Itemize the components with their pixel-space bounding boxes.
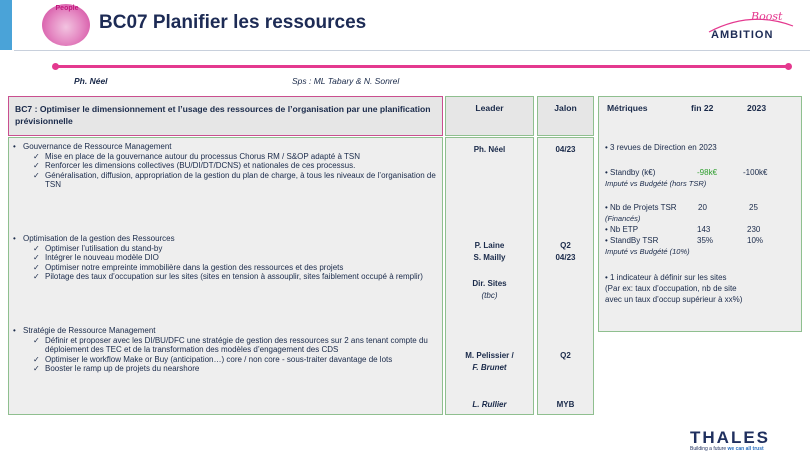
section-governance: • Gouvernance de Ressource Management ✓ Mise en place de la gouvernance autour du processus Chorus RM / S&OP adapté à TSN ✓ Renforcer les dimensions collectives (BU/DI/DT/DCNS) et nationales de ces processus. ✓ Généralisation, diffusion, appropriation de la gestion du plan de charge, à tous les niveaux de l’organisation de TSN xyxy=(13,142,436,189)
check-icon: ✓ xyxy=(33,262,40,272)
metric-nbprojets-2023: 25 xyxy=(749,203,758,212)
metric-standbytsr-label: • StandBy TSR xyxy=(605,236,659,245)
metric-nbetp-label: • Nb ETP xyxy=(605,225,639,234)
jalon-cell: 04/23 xyxy=(555,253,576,262)
leader-cell: S. Mailly xyxy=(473,253,506,262)
leader-cell: F. Brunet xyxy=(472,363,507,372)
metric-nbetp-2023: 230 xyxy=(747,225,761,234)
list-item: Optimiser le workflow Make or Buy (anticipation…) core / non core - sous-traiter davantage de lots xyxy=(45,354,393,364)
thales-logo: THALES xyxy=(690,428,770,447)
leader-cell: L. Rullier xyxy=(472,400,507,409)
leader-cell: Ph. Néel xyxy=(473,145,506,154)
metric-standbytsr-fin22: 35% xyxy=(697,236,714,245)
metric-standby-fin22: -98k€ xyxy=(697,168,718,177)
section-optimisation: • Optimisation de la gestion des Ressources ✓ Optimiser l’utilisation du stand-by ✓ Intégrer le nouveau modèle DIO ✓ Optimiser notre empreinte immobilière dans la gestion des ressources et des projets ✓ Pilotage des taux d’occupation sur les sites (sites en tension à assouplir, sites faiblement occupé à remplir) xyxy=(13,234,423,281)
metric-nbprojets-note: (Financés) xyxy=(605,214,641,223)
metrics-panel xyxy=(598,96,802,332)
page-title: BC07 Planifier les ressources xyxy=(99,12,367,33)
list-item: Optimiser notre empreinte immobilière dans la gestion des ressources et des projets xyxy=(45,262,344,272)
list-item: Mise en place de la gouvernance autour du processus Chorus RM / S&OP adapté à TSN xyxy=(45,151,360,161)
jalon-cell: Q2 xyxy=(560,351,571,360)
list-item: Booster le ramp up de projets du nearshore xyxy=(45,364,200,373)
pink-separator-dot-left xyxy=(52,63,59,70)
leader-cell: M. Pelissier / xyxy=(465,351,514,360)
check-icon: ✓ xyxy=(33,335,40,345)
thales-tagline-a: Building a future xyxy=(690,446,728,452)
check-icon: ✓ xyxy=(33,170,40,180)
jalon-cell: 04/23 xyxy=(555,145,576,154)
owner-name: Ph. Néel xyxy=(74,76,108,86)
metric-standbytsr-note: Imputé vs Budgété (10%) xyxy=(605,247,690,256)
leader-body xyxy=(445,137,534,415)
leader-cell: Dir. Sites xyxy=(472,279,507,288)
metric-standbytsr-2023: 10% xyxy=(747,236,764,245)
metrics-col-2023: 2023 xyxy=(747,103,767,113)
jalon-cell: Q2 xyxy=(560,241,571,250)
metric-nbetp-fin22: 143 xyxy=(697,225,711,234)
boost-logo-bottom: AMBITION xyxy=(711,29,774,41)
metric-nbprojets-label: • Nb de Projets TSR xyxy=(605,203,677,212)
section-title: Optimisation de la gestion des Ressources xyxy=(23,234,175,243)
metric-revues: • 3 revues de Direction en 2023 xyxy=(605,143,717,152)
list-item: Définir et proposer avec les DI/BU/DFC une stratégie de gestion des ressources sur 2 ans tenant compte du déploiement des TEC et de la transformation des modèles d’engagement des CDS xyxy=(45,335,428,354)
metric-standby-2023: -100k€ xyxy=(743,168,768,177)
metric-indicateur-line1: • 1 indicateur à définir sur les sites xyxy=(605,273,727,282)
check-icon: ✓ xyxy=(33,253,40,262)
thales-tagline xyxy=(690,446,764,452)
metric-indicateur-line2: (Par ex: taux d’occupation, nb de site xyxy=(605,284,737,293)
list-item: Optimiser l’utilisation du stand-by xyxy=(45,243,163,253)
people-logo-text: People xyxy=(55,5,79,12)
check-icon: ✓ xyxy=(33,364,40,373)
metric-indicateur-line3: avec un taux d’occup supérieur à xx%) xyxy=(605,295,743,304)
metric-standby-label: • Standby (k€) xyxy=(605,168,656,177)
section-strategie: • Stratégie de Ressource Management ✓ Définir et proposer avec les DI/BU/DFC une stratégie de gestion des ressources sur 2 ans tenant compte du déploiement des TEC et de la transformation des modèles d’engagement des CDS ✓ Optimiser le workflow Make or Buy (anticipation…) core / non core - sous-traiter davantage de lots ✓ Booster le ramp up de projets du nearshore xyxy=(13,326,428,373)
check-icon: ✓ xyxy=(33,161,40,170)
pink-separator xyxy=(54,65,790,68)
jalon-cell: MYB xyxy=(556,400,575,409)
list-item: Pilotage des taux d’occupation sur les sites (sites en tension à assouplir, sites faiblement occupé à remplir) xyxy=(45,272,423,281)
sponsors: Sps : ML Tabary & N. Sonrel xyxy=(292,76,400,86)
list-item: Renforcer les dimensions collectives (BU/DI/DT/DCNS) et nationales de ces processus. xyxy=(45,161,356,170)
jalon-header: Jalon xyxy=(537,96,594,136)
metric-standby-note: Imputé vs Budgété (hors TSR) xyxy=(605,179,707,188)
check-icon: ✓ xyxy=(33,272,40,281)
boost-ambition-logo xyxy=(705,6,797,46)
left-accent-bar xyxy=(0,0,12,50)
boost-logo-top: Boost xyxy=(751,10,783,23)
list-item: Généralisation, diffusion, appropriation de la gestion du plan de charge, à tous les niveaux de l’organisation de TSN xyxy=(45,170,436,189)
metric-nbprojets-fin22: 20 xyxy=(698,203,707,212)
jalon-body xyxy=(537,137,594,415)
check-icon: ✓ xyxy=(33,243,40,253)
thales-tagline-b: we can all trust xyxy=(727,446,764,452)
metrics-col-fin22: fin 22 xyxy=(691,103,714,113)
section-title: Stratégie de Ressource Management xyxy=(23,326,156,335)
leader-cell: P. Laine xyxy=(474,241,505,250)
objective-header: BC7 : Optimiser le dimensionnement et l’usage des ressources de l’organisation par une planification prévisionnelle xyxy=(8,96,443,136)
list-item: Intégrer le nouveau modèle DIO xyxy=(45,253,159,262)
check-icon: ✓ xyxy=(33,354,40,364)
metrics-title: Métriques xyxy=(607,103,648,113)
section-title: Gouvernance de Ressource Management xyxy=(23,142,172,151)
pink-separator-dot-right xyxy=(785,63,792,70)
leader-cell: (tbc) xyxy=(481,291,498,300)
leader-header: Leader xyxy=(445,96,534,136)
header-divider xyxy=(14,50,810,51)
check-icon: ✓ xyxy=(33,151,40,161)
objective-body xyxy=(8,137,443,415)
